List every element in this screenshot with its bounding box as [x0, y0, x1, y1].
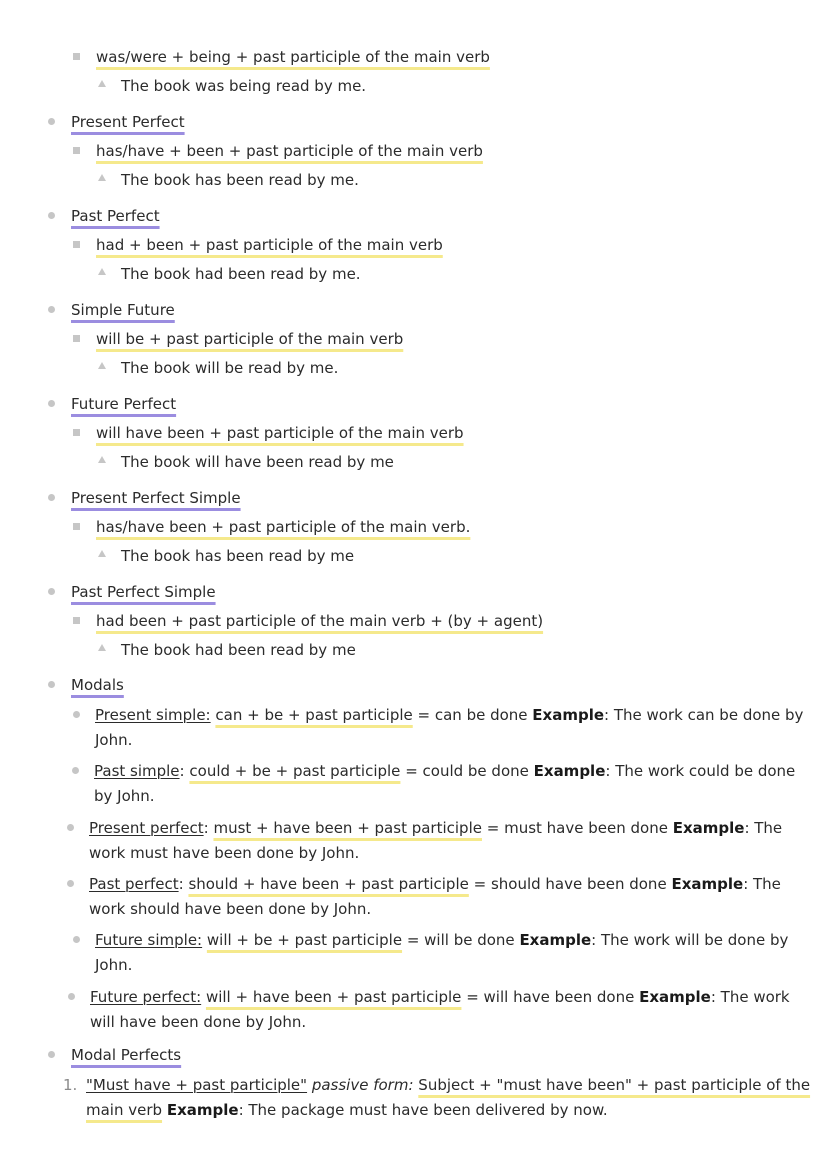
tense-heading-highlight: Modal Perfects — [71, 1046, 182, 1064]
modal-sentence: : The — [743, 875, 781, 893]
example-sentence: The book had been read by me. — [121, 265, 361, 283]
square-bullet-icon — [73, 617, 80, 624]
modal-perfect-sentence: : The package must have been delivered by now. — [238, 1101, 608, 1119]
tense-heading — [71, 206, 160, 226]
triangle-bullet-icon — [98, 268, 106, 275]
formula-text — [96, 329, 403, 349]
dot-bullet-icon — [48, 400, 55, 407]
dot-bullet-icon — [48, 681, 55, 688]
tense-heading — [71, 1045, 181, 1065]
dot-bullet-icon — [48, 212, 55, 219]
example-label: Example — [533, 762, 606, 780]
formula-highlight: will be + past participle of the main verb — [96, 330, 404, 348]
formula-highlight: will + be + past participle — [206, 931, 403, 949]
dot-bullet-icon — [48, 1051, 55, 1058]
formula-highlight: has/have + been + past participle of the main verb — [96, 142, 483, 160]
formula-highlight: was/were + being + past participle of the main verb — [96, 48, 490, 66]
modal-item-line — [89, 818, 782, 838]
example-sentence: The book will have been read by me — [121, 453, 394, 471]
dot-bullet-icon — [48, 118, 55, 125]
modal-sentence: : The — [744, 819, 783, 837]
tense-heading-highlight: Past Perfect Simple — [71, 583, 216, 601]
formula-text — [96, 517, 470, 537]
triangle-bullet-icon — [98, 550, 106, 557]
modal-item-line — [94, 761, 795, 781]
square-bullet-icon — [73, 147, 80, 154]
tense-heading-highlight: Present Perfect — [71, 113, 185, 131]
modal-result: = must have been done — [481, 819, 673, 837]
modal-label: Past simple — [94, 762, 180, 780]
modal-label-colon: : — [179, 762, 185, 780]
example-sentence: The book has been read by me. — [121, 171, 359, 189]
modal-result: = will be done — [402, 931, 520, 949]
modal-item-line — [89, 874, 781, 894]
modal-item-line-continued: will have been done by John. — [90, 1013, 307, 1031]
modal-result: = could be done — [400, 762, 534, 780]
square-bullet-icon — [73, 523, 80, 530]
example-label: Example — [639, 988, 711, 1006]
tense-heading — [71, 394, 176, 414]
example-label: Example — [166, 1101, 239, 1119]
example-label: Example — [671, 875, 744, 893]
formula-highlight: had been + past participle of the main verb + (by + agent) — [96, 612, 544, 630]
formula-highlight: should + have been + past participle — [188, 875, 469, 893]
square-bullet-icon — [73, 335, 80, 342]
triangle-bullet-icon — [98, 644, 106, 651]
triangle-bullet-icon — [98, 362, 106, 369]
formula-highlight: will have been + past participle of the main verb — [96, 424, 464, 442]
modal-result: = should have been done — [468, 875, 672, 893]
formula-highlight: Subject + "must have been" + past participle of the — [418, 1076, 811, 1094]
square-bullet-icon — [73, 241, 80, 248]
tense-heading — [71, 675, 124, 695]
modal-item-line-continued: work should have been done by John. — [89, 900, 372, 918]
modal-item-line-continued: work must have been done by John. — [89, 844, 360, 862]
example-label: Example — [672, 819, 745, 837]
modal-item-line-continued: John. — [95, 731, 133, 749]
formula-highlight: can + be + past participle — [215, 706, 413, 724]
tense-heading-highlight: Future Perfect — [71, 395, 177, 413]
formula-text — [96, 141, 483, 161]
example-sentence: The book has been read by me — [121, 547, 355, 565]
formula-highlight: had + been + past participle of the main verb — [96, 236, 443, 254]
modal-sentence: : The work can be done by — [604, 706, 804, 724]
modal-sentence: : The work — [710, 988, 790, 1006]
square-bullet-icon — [73, 53, 80, 60]
dot-bullet-icon — [72, 767, 79, 774]
modal-item-line — [95, 705, 803, 725]
example-sentence: The book will be read by me. — [121, 359, 339, 377]
formula-text — [96, 235, 443, 255]
example-sentence: The book was being read by me. — [121, 77, 367, 95]
example-label: Example — [532, 706, 605, 724]
modal-item-line-continued: by John. — [94, 787, 155, 805]
modal-label: Past perfect — [89, 875, 179, 893]
tense-heading-highlight: Past Perfect — [71, 207, 160, 225]
modal-perfect-line-continued — [86, 1100, 608, 1120]
tense-heading — [71, 112, 185, 132]
dot-bullet-icon — [67, 880, 74, 887]
modal-item-line — [90, 987, 790, 1007]
modal-label-colon: : — [203, 819, 209, 837]
formula-highlight: must + have been + past participle — [213, 819, 482, 837]
triangle-bullet-icon — [98, 456, 106, 463]
modal-result: = will have been done — [461, 988, 640, 1006]
modal-perfect-line — [86, 1075, 810, 1095]
modal-label: Future perfect: — [90, 988, 202, 1006]
modal-label: Future simple: — [95, 931, 203, 949]
modal-label: Present perfect — [89, 819, 204, 837]
modal-sentence: : The work could be done — [605, 762, 796, 780]
tense-heading — [71, 582, 216, 602]
dot-bullet-icon — [48, 494, 55, 501]
tense-heading-highlight: Modals — [71, 676, 124, 694]
modal-item-line-continued: John. — [95, 956, 133, 974]
dot-bullet-icon — [68, 993, 75, 1000]
formula-highlight: could + be + past participle — [189, 762, 401, 780]
modal-sentence: : The work will be done by — [591, 931, 789, 949]
triangle-bullet-icon — [98, 80, 106, 87]
passive-form-label: passive form: — [307, 1076, 414, 1094]
list-number: 1. — [63, 1076, 78, 1094]
tense-heading — [71, 488, 241, 508]
modal-item-line — [95, 930, 788, 950]
dot-bullet-icon — [67, 824, 74, 831]
modal-result: = can be done — [412, 706, 533, 724]
dot-bullet-icon — [73, 711, 80, 718]
example-sentence: The book had been read by me — [121, 641, 356, 659]
triangle-bullet-icon — [98, 174, 106, 181]
formula-highlight: main verb — [86, 1101, 163, 1119]
formula-text — [96, 47, 490, 67]
modal-label: Present simple: — [95, 706, 211, 724]
tense-heading-highlight: Simple Future — [71, 301, 175, 319]
square-bullet-icon — [73, 429, 80, 436]
formula-text — [96, 423, 464, 443]
dot-bullet-icon — [48, 588, 55, 595]
formula-highlight: will + have been + past participle — [205, 988, 462, 1006]
modal-label-colon: : — [178, 875, 184, 893]
tense-heading-highlight: Present Perfect Simple — [71, 489, 241, 507]
formula-text — [96, 611, 543, 631]
tense-heading — [71, 300, 175, 320]
formula-highlight: has/have been + past participle of the main verb. — [96, 518, 471, 536]
dot-bullet-icon — [73, 936, 80, 943]
modal-perfect-quoted: "Must have + past participle" — [86, 1076, 308, 1094]
dot-bullet-icon — [48, 306, 55, 313]
example-label: Example — [519, 931, 592, 949]
